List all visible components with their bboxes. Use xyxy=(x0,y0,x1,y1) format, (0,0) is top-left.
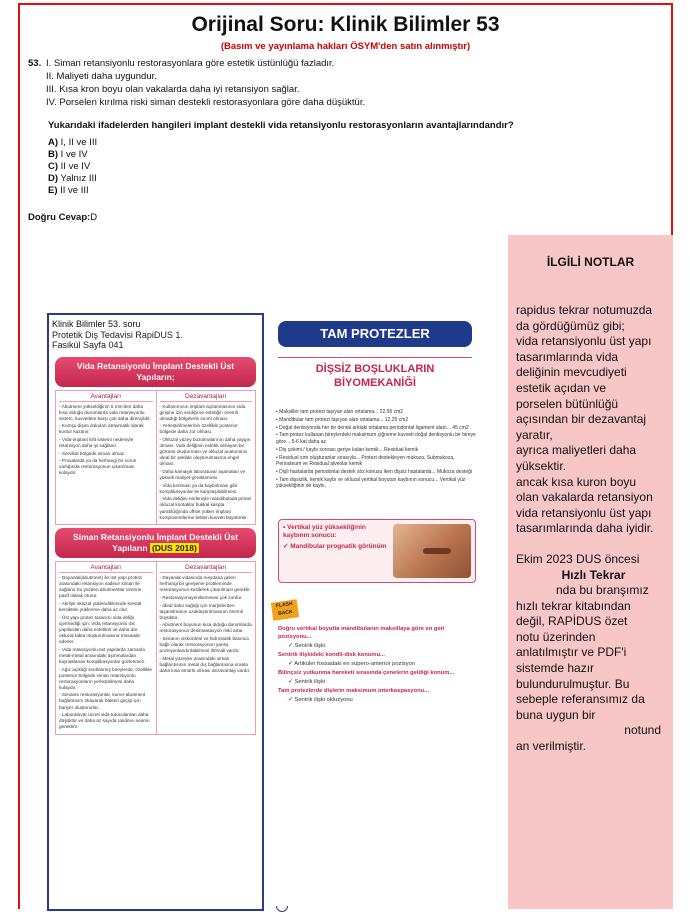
advantages-column xyxy=(56,562,156,734)
comparison-table-screw xyxy=(55,390,256,526)
flash-answer: ✓ Sentrik ilişki xyxy=(288,643,326,649)
flash-back-list xyxy=(278,625,478,705)
notes-line: ayrıca maliyetleri daha xyxy=(516,443,637,458)
notes-text xyxy=(516,303,671,755)
patient-profile-photo xyxy=(393,524,471,578)
notes-line: sebeple referansımız da xyxy=(516,692,645,707)
notes-line: tasarımlarında vida xyxy=(516,349,619,364)
table-cell-item: - Yerleştirilmelerinin özellikle posterior bölgede daha zor olması. xyxy=(159,423,238,435)
table-cell-item: - Komşu dişeti dokuları atravmatik olarak kontur kazanır. xyxy=(59,423,144,435)
question-number: 53. xyxy=(28,58,42,69)
table-cell-item: - Abutment boyunun kısa olduğu durumlarda restorasyonun desimantasyon riski artar. xyxy=(159,622,252,634)
notes-line: deliğinin mevcudiyeti xyxy=(516,365,627,380)
biomechanics-item: • Residual sırtı oluşturanlar sırasıyla... Protezi destekleyen mukoza, Submukoza, Periosteum ve Residual alveolar kemik xyxy=(276,454,455,468)
question-items xyxy=(46,57,646,109)
flash-question: Bilinçsiz yutkunma hareketi sırasında çenelerin geldiği konum... xyxy=(278,670,455,676)
notes-line: hızlı tekrar kitabından xyxy=(516,598,631,613)
notes-title: İLGİLİ NOTLAR xyxy=(546,255,635,269)
notes-line: bulundurulmuştur. Bu xyxy=(516,676,630,691)
table-cell-item: - Simante restorasyonlar, kuron-abutment bağlantısını tıkayarak bakteri geçişi için bariyer oluştururlar. xyxy=(59,692,146,710)
notes-line: tasarımlarında daha iyidir. xyxy=(516,521,654,536)
table-cell-item: - Vida kırılması ya da kaybolması gibi komplikasyonlar ile karşılaşılabilmesi. xyxy=(159,482,238,494)
table-cell-item: - Vida-implant kilit sistemi nedeniyle retansiyon daha iyi sağlanır. xyxy=(59,436,134,449)
notes-line: olan vakalarda retansiyon xyxy=(516,490,653,505)
flash-question: Tam protezlerde dişlerin maksimum interkaspasyonu... xyxy=(278,688,429,694)
option-a[interactable]: A) I, II ve III xyxy=(48,137,98,148)
table-cell-item: - Vida deliğini nedeniyle mandibulada primer okluzal kontaklar bukkal kaspta yaratıldığında offset yükler implant komponentlerine iletilen kuvveti büyütürler. xyxy=(159,496,252,520)
biomechanics-item: • Dişli hastalarda periodontal destek söz konusu iken dişsiz hastalarda... Mukoza desteği xyxy=(276,468,473,475)
table-cell-item: - Restorasyonuyeniliemmesi çok zordur. xyxy=(159,594,243,600)
question-item: III. Kısa kron boyu olan vakalarda daha iyi retansiyon sağlar. xyxy=(46,84,300,95)
table-cell-item: - Simanın viskozitesi ve hidrostatik basınca bağlı olarak restorasyonun yanlış pozisyonlandırılabilmesi ihtimali vardır. xyxy=(159,636,249,654)
flash-answer: ✓ Sentrik ilişki okluzyonu xyxy=(288,697,353,703)
table-cell-item: - Dayanak(abutment) ile üst yapı protezi arasındaki retansiyon sadece siman ile sağlanır bu yüzden abutmentlar üzerine pasif olarak oturur. xyxy=(59,575,143,599)
vertical-loss-card xyxy=(278,519,476,583)
biomechanics-item: • Doğal dentisyonda her bir dental arktaki ortalama periodontal ligament alanı... 45 cm2 xyxy=(276,424,469,431)
notes-line: vida retansiyonlu üst yapı xyxy=(516,505,652,520)
comparison-table-cement xyxy=(55,561,256,735)
biomechanics-item: • Diş çekimi / kaybı sonrası geriye kalan kemik... Residual kemik xyxy=(276,446,419,453)
notes-line: Ekim 2023 DUS öncesi xyxy=(516,551,640,566)
notes-line: sistemde hazır xyxy=(516,661,595,676)
notes-line: yüksektir. xyxy=(516,458,567,473)
exam-year-tag: (DUS 2018) xyxy=(151,543,197,554)
book-page-complete-dentures xyxy=(272,321,484,906)
table-cell-item: - Abutment yüksekliğinin 5 mm'den daha kısa olduğu durumlarda vida retansiyonlu sistem, kuvvetlere karşı çok daha dirençlidir. xyxy=(59,403,151,421)
disadvantages-column xyxy=(156,562,256,734)
correct-answer-label: Doğru Cevap: xyxy=(28,212,91,223)
biomechanics-item: • Mandibular tam protezi taşıyan alan ortalama... 12,25 cm2 xyxy=(276,416,409,423)
notes-line: açısından bir dezavantaj xyxy=(516,412,647,427)
table-cell-item: - Provalarda ya da herhangi bir sorun varlığında restorasyonun çıkarılması kolaydır. xyxy=(59,458,137,476)
biomechanics-item: • Maksiller tam protezi taşıyan alan ortalama... 22,96 cm2 xyxy=(276,409,404,415)
notes-line: buna uygun bir xyxy=(516,707,596,722)
flash-question: Sentrik ilişkideki kondil-disk konumu... xyxy=(278,652,385,658)
flash-back-badge: FLASH BACK xyxy=(271,599,299,620)
notes-paragraph xyxy=(516,552,671,755)
table-cell-item: - Okluzal yüzey bozulmalarının daha yaygın olması. Vida deliğinin estetik olmayan bir görüntü oluşturması ve okluzal anatominin ideal bir şekilde oluşturulmasına engel olması. xyxy=(159,436,251,467)
notes-line: an verilmiştir. xyxy=(516,739,587,754)
book-ref-line: Fasikül Sayfa 041 xyxy=(52,340,124,350)
notes-line: yaratır, xyxy=(516,427,553,442)
biomechanics-list xyxy=(276,409,476,491)
table-cell-item: - İdeal doku sağlığı için marjinlerden taşanslmanın uzaklaştırılmasının önemli büyüktür. xyxy=(159,602,243,620)
table-cell-item: - Servikal bölgede siman olmaz. xyxy=(59,450,126,456)
notes-line: porselen bütünlüğü xyxy=(516,396,619,411)
option-b[interactable]: B) I ve IV xyxy=(48,149,88,160)
notes-line: vida retansiyonlu üst yapı xyxy=(516,334,652,349)
notes-line: anlatılmıştır ve PDF'i xyxy=(516,645,627,660)
correct-answer xyxy=(28,212,97,223)
chapter-banner: TAM PROTEZLER xyxy=(278,321,472,347)
notes-line: ancak kısa kuron boyu xyxy=(516,474,637,489)
table-cell-item: - Vida retansiyonlu üst yapılarda zamanla metal-metal arasındaki aşınmalardan kaynaklanan komplikasyonlar gözlenmez. xyxy=(59,646,146,664)
notes-line: estetik açıdan ve xyxy=(516,380,607,395)
column-header: Avantajları xyxy=(59,564,153,573)
notes-line: notund xyxy=(624,723,661,738)
column-header: Avantajları xyxy=(59,393,153,402)
notes-paragraph xyxy=(516,303,671,537)
book-ref-line: Protetik Diş Tedavisi RapiDUS 1. xyxy=(52,329,183,340)
flash-question: Doğru vertikal boyutta mandibulanın maksillaya göre en geri pozisyonu... xyxy=(278,626,445,640)
notes-line: nda bu branşımız xyxy=(556,583,649,598)
table-cell-item: - Dayanak vidasında meydana gelen herhangi bir gevşeme probleminde restorasyonun kesilerek çıkarılması gereklir. xyxy=(159,575,251,593)
option-d[interactable]: D) Yalnız III xyxy=(48,173,97,184)
flash-answer: ✓ Artiküler fossadaki en süpero-anterior pozisyon xyxy=(288,661,415,667)
book-page-header xyxy=(49,315,262,355)
table-cell-item: - Ağız açıklığı kısıtlanmış bireylerde, özellikle posterior bölgede siman retansiyonlu restorasyonların yerleştirilmesi daha kolaydır. xyxy=(59,666,153,690)
book-ref-line: Klinik Bilimler 53. soru xyxy=(52,319,141,329)
column-header: Dezavantajları xyxy=(160,564,253,573)
table-cell-item: - Kullanımının implant açılanmasının vida girişine izin verdiği ve estetiğin önemli olmadığı bölgelerle sınırlı olması. xyxy=(159,403,246,421)
notes-line: rapidus tekrar notumuzda xyxy=(516,303,653,317)
disadvantages-column xyxy=(156,391,256,525)
page-title: Orijinal Soru: Klinik Bilimler 53 xyxy=(191,13,500,36)
card-item: ✓ Mandibular prognatik görünüm xyxy=(283,543,387,550)
correct-answer-value: D xyxy=(90,212,98,223)
notes-line: da gördüğümüz gibi; xyxy=(516,318,625,333)
section-title-cement-retained: Siman Retansiyonlu İmplant Destekli Üst Yapıların (DUS 2018) xyxy=(55,528,256,558)
question-item: IV. Porselen kırılma riski siman destekli restorasyonlara göre daha düşüktür. xyxy=(46,97,366,108)
table-cell-item: - Akrilyk okluzal yüklendiklerinde krestal kemikteki yüklenme daha az olur. xyxy=(59,601,142,613)
option-c[interactable]: C) II ve IV xyxy=(48,161,91,172)
table-cell-item: - Metal yüzeyler arasındaki siman bağlantısının metal dış bağlantısına oranla daha kısa ömürlü olması dezavantajı vardır. xyxy=(159,655,251,673)
notes-line: değil, RAPİDUS özet xyxy=(516,614,628,629)
advantages-column xyxy=(56,391,156,525)
page-frame xyxy=(18,3,673,909)
answer-options xyxy=(48,137,97,197)
question-item: II. Maliyeti daha uygundur. xyxy=(46,71,157,82)
column-header: Dezavantajları xyxy=(160,393,253,402)
table-cell-item: - Laboratuvar ücreti vida tutuculardan daha düşüktür ve daha az sayıda randevu seansı gerektirir. xyxy=(59,712,150,730)
reference-area xyxy=(20,235,508,909)
related-notes-panel xyxy=(508,235,673,909)
option-e[interactable]: E) II ve III xyxy=(48,185,89,196)
question-item: I. Siman retansiyonlu restorasyonlara göre estetik üstünlüğü fazladır. xyxy=(46,58,335,69)
table-cell-item: - Üst yapı protez tasarımı vida deliği içermediği için; Vida retansiyonlu üst yapılardan daha estetiktir ve daha dar okluzal tabla oluşturulmasına müsaade ederler. xyxy=(59,614,141,645)
section-title-biomechanics: DİŞSİZ BOŞLUKLARIN BİYOMEKANİĞİ xyxy=(278,357,472,405)
biomechanics-item: • Tam dişsizlik, kemik kaybı ve okluzal vertikal boyutun kaybının sonucu... Vertikal yüz yüksekliğinin de kaybı, xyxy=(276,476,466,490)
flash-answer: ✓ Sentrik ilişki xyxy=(288,679,326,685)
table-cell-item: - Daha kamaşık laboratuvar aşamaları ve yüksek maliyet gerektirmesi. xyxy=(159,468,246,481)
biomechanics-item: • Tam protez kullanan bireylerdeki maksimum çiğneme kuvveti doğal dentisyonlu bir bireye göre... 5-6 kat daha az xyxy=(276,432,476,445)
notes-line: Hızlı Tekrar xyxy=(561,567,626,582)
card-item: • Vertikal yüz yüksekliğinin kaybının sonucu: xyxy=(283,524,366,539)
section-title-screw-retained: Vida Retansiyonlu İmplant Destekli Üst Yapıların; xyxy=(55,357,256,387)
copyright-notice: (Basım ve yayınlama hakları ÖSYM'den satın alınmıştır) xyxy=(220,41,471,52)
question-stem: Yukarıdaki ifadelerden hangileri implant destekli vida retansiyonlu restorasyonların avantajlarındandır? xyxy=(48,120,514,131)
notes-line: notu üzerinden xyxy=(516,629,596,644)
book-page-rapidus xyxy=(47,313,264,911)
